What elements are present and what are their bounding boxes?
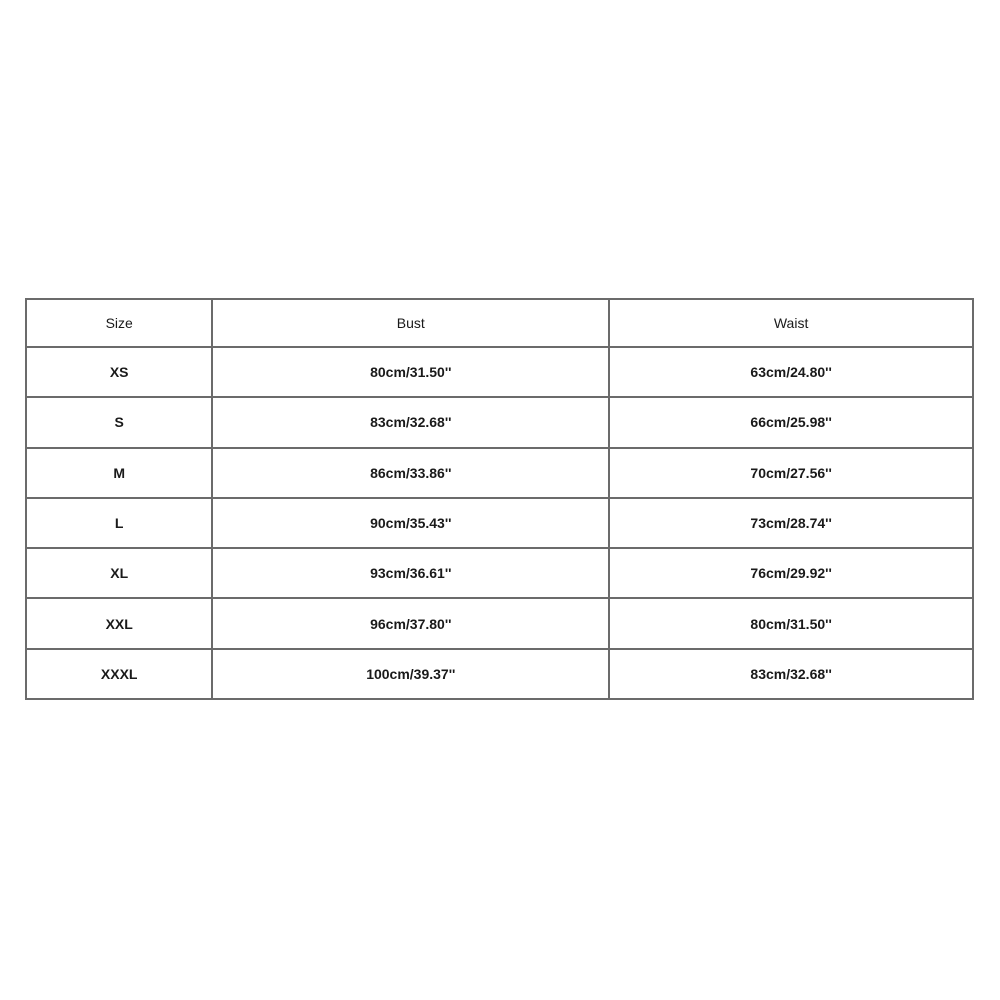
table-body xyxy=(26,347,973,699)
bust-cell: 93cm/36.61'' xyxy=(212,548,609,598)
waist-cell: 66cm/25.98'' xyxy=(609,397,973,447)
waist-cell: 70cm/27.56'' xyxy=(609,448,973,498)
table-row xyxy=(26,649,973,699)
bust-cell: 83cm/32.68'' xyxy=(212,397,609,447)
header-bust: Bust xyxy=(212,299,609,347)
size-cell: XXL xyxy=(26,598,212,648)
size-chart-table xyxy=(25,298,974,700)
table-row xyxy=(26,548,973,598)
size-cell: XS xyxy=(26,347,212,397)
size-cell: XL xyxy=(26,548,212,598)
table-row xyxy=(26,598,973,648)
table-row xyxy=(26,448,973,498)
table-row xyxy=(26,498,973,548)
bust-cell: 80cm/31.50'' xyxy=(212,347,609,397)
bust-cell: 96cm/37.80'' xyxy=(212,598,609,648)
bust-cell: 90cm/35.43'' xyxy=(212,498,609,548)
waist-cell: 80cm/31.50'' xyxy=(609,598,973,648)
waist-cell: 76cm/29.92'' xyxy=(609,548,973,598)
table-row xyxy=(26,397,973,447)
bust-cell: 100cm/39.37'' xyxy=(212,649,609,699)
table-row xyxy=(26,347,973,397)
size-cell: S xyxy=(26,397,212,447)
bust-cell: 86cm/33.86'' xyxy=(212,448,609,498)
waist-cell: 63cm/24.80'' xyxy=(609,347,973,397)
header-size: Size xyxy=(26,299,212,347)
size-cell: M xyxy=(26,448,212,498)
header-waist: Waist xyxy=(609,299,973,347)
header-row xyxy=(26,299,973,347)
waist-cell: 73cm/28.74'' xyxy=(609,498,973,548)
size-cell: L xyxy=(26,498,212,548)
table-header xyxy=(26,299,973,347)
size-cell: XXXL xyxy=(26,649,212,699)
waist-cell: 83cm/32.68'' xyxy=(609,649,973,699)
